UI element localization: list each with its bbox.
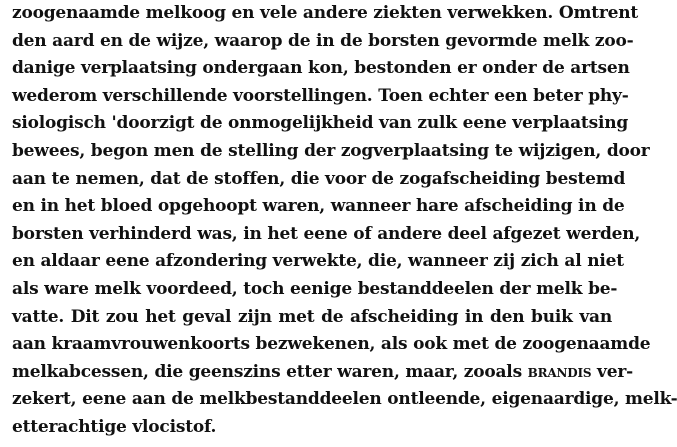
text-line-1: zoogenaamde melkoog en vele andere ziekten verwekken. Omtrent xyxy=(12,3,639,23)
text-line-14-before: melkabcessen, die geenszins etter waren, maar, zooals xyxy=(12,361,528,382)
text-line-12: vatte. Dit zou het geval zijn met de afscheiding in den buik van xyxy=(12,306,612,327)
body-text xyxy=(12,0,677,442)
text-line-11: als ware melk voordeed, toch eenige bestanddeelen der melk be- xyxy=(12,278,618,299)
text-line-5: siologisch 'doorzigt de onmogelijkheid van zulk eene verplaatsing xyxy=(12,113,629,134)
text-line-7: aan te nemen, dat de stoffen, die voor de zogafscheiding bestemd xyxy=(12,168,626,189)
text-line-15: zekert, eene aan de melkbestanddeelen ontleende, eigenaardige, melk- xyxy=(12,389,677,410)
text-line-4: wederom verschillende voorstellingen. Toen echter een beter phy- xyxy=(12,85,629,106)
text-line-14-after: ver- xyxy=(591,361,633,382)
text-line-16: etterachtige vlocistof. xyxy=(12,416,217,437)
text-line-3: danige verplaatsing ondergaan kon, bestonden er onder de artsen xyxy=(12,58,630,79)
text-line-9: borsten verhinderd was, in het eene of andere deel afgezet werden, xyxy=(12,223,641,244)
author-name-brandis: brandis xyxy=(527,361,592,382)
text-line-14 xyxy=(12,359,633,387)
text-line-13: aan kraamvrouwenkoorts bezwekenen, als ook met de zoogenaamde xyxy=(12,334,651,355)
text-line-6: bewees, begon men de stelling der zogverplaatsing te wijzigen, door xyxy=(12,140,650,161)
text-line-8: en in het bloed opgehoopt waren, wanneer hare afscheiding in de xyxy=(12,196,625,217)
text-line-10: en aldaar eene afzondering verwekte, die, wanneer zij zich al niet xyxy=(12,251,624,272)
text-line-2: den aard en de wijze, waarop de in de borsten gevormde melk zoo- xyxy=(12,30,634,51)
